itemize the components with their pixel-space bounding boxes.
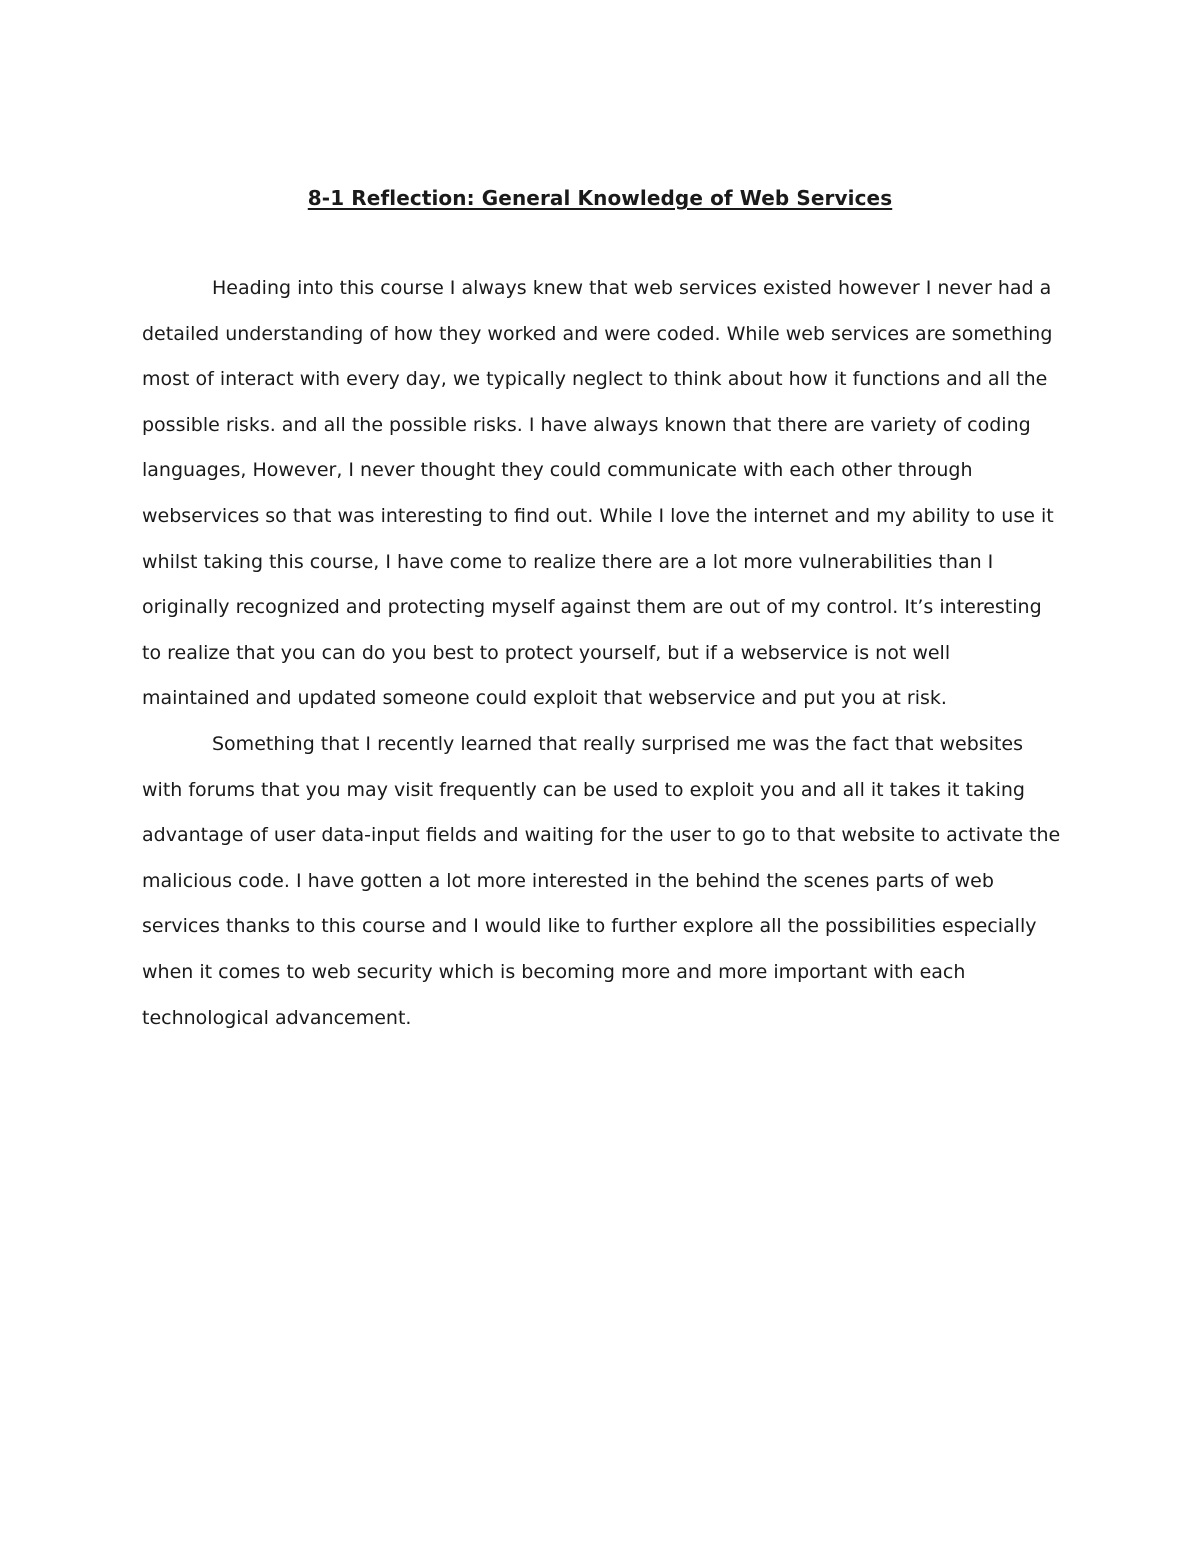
document-body bbox=[142, 266, 1062, 1041]
paragraph-2: Something that I recently learned that really surprised me was the fact that websites with forums that you may visit frequently can be used to exploit you and all it takes it taking advantage of user data-input fields and waiting for the user to go to that website to activate the malicious code. I have gotten a lot more interested in the behind the scenes parts of web services thanks to this course and I would like to further explore all the possibilities especially when it comes to web security which is becoming more and more important with each technological advancement. bbox=[142, 732, 1061, 1029]
document-title: 8-1 Reflection: General Knowledge of Web Services bbox=[307, 186, 893, 210]
paragraph-1: Heading into this course I always knew that web services existed however I never had a detailed understanding of how they worked and were coded. While web services are something most of interact with every day, we typically neglect to think about how it functions and all the possible risks. and all the possible risks. I have always known that there are variety of coding languages, However, I never thought they could communicate with each other through webservices so that was interesting to find out. While I love the internet and my ability to use it whilst taking this course, I have come to realize there are a lot more vulnerabilities than I originally recognized and protecting myself against them are out of my control. It’s interesting to realize that you can do you best to protect yourself, but if a webservice is not well maintained and updated someone could exploit that webservice and put you at risk. bbox=[142, 277, 1054, 710]
